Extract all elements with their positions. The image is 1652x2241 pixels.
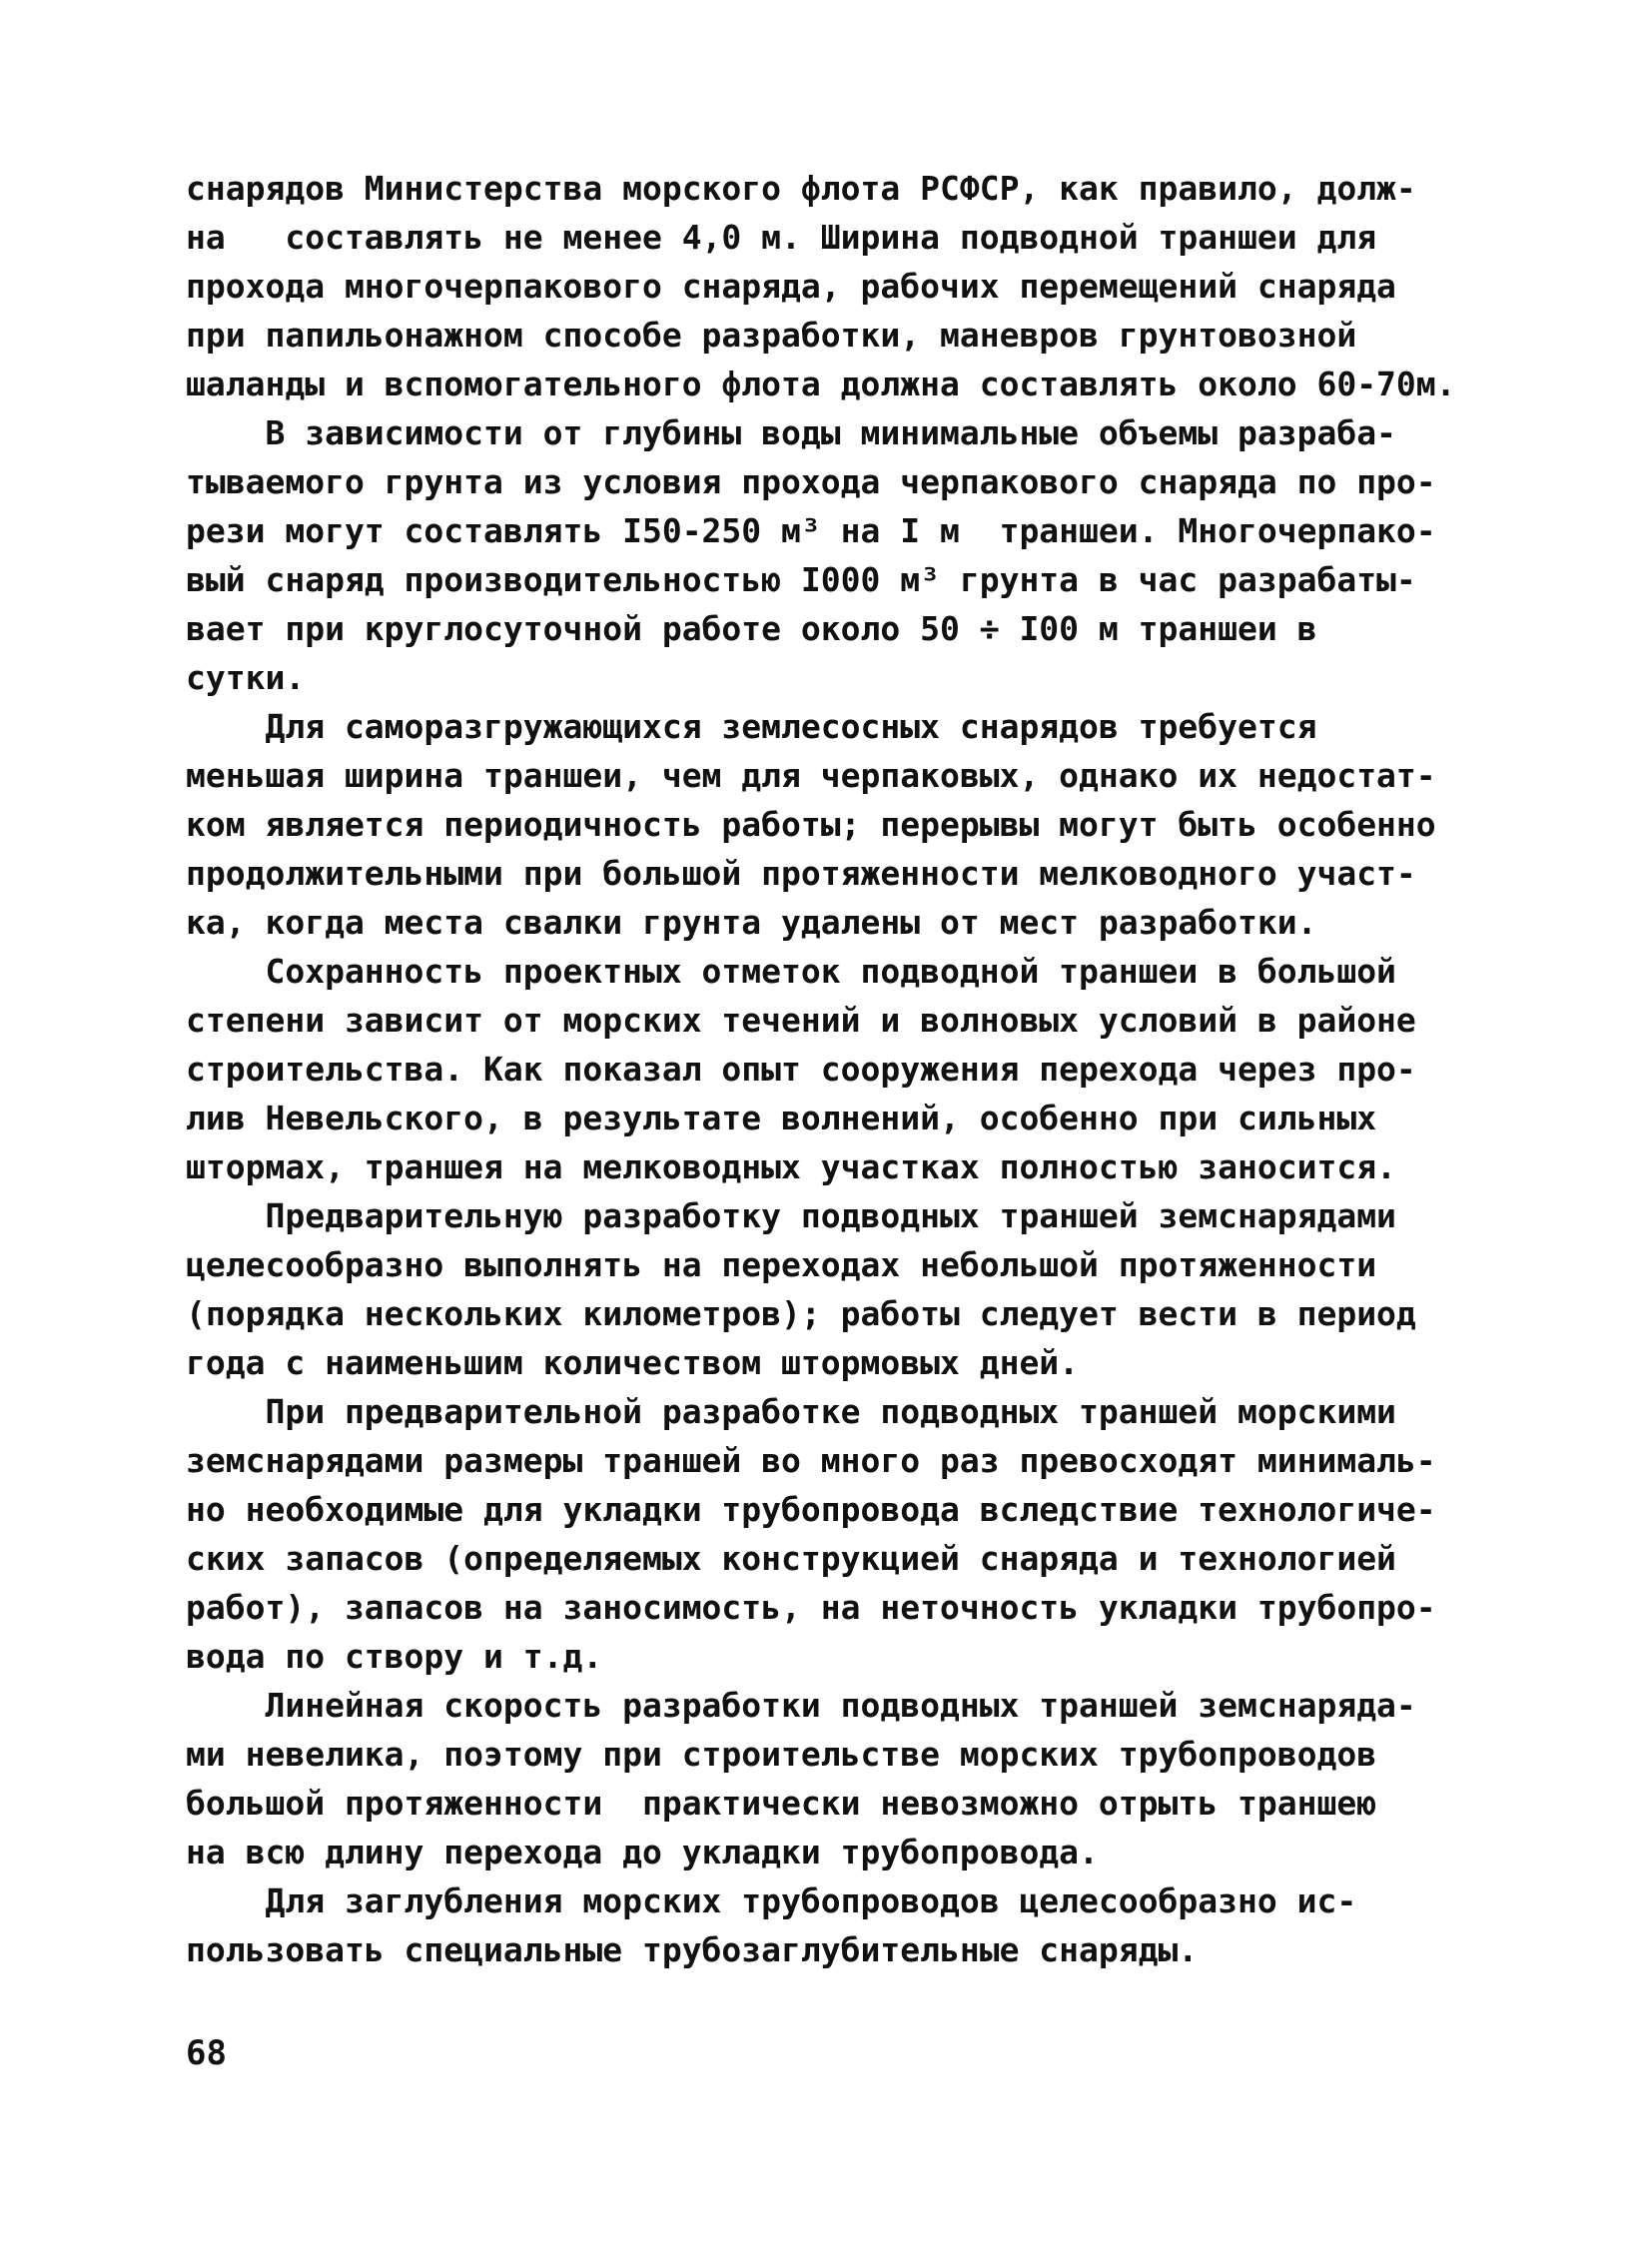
text-line: При предварительной разработке подводных траншей морскими [186,1392,1396,1431]
text-line: на всю длину перехода до укладки трубопровода. [186,1833,1099,1871]
text-line: Для саморазгружающихся землесосных снарядов требуется [186,707,1317,746]
text-line: Сохранность проектных отметок подводной траншеи в большой [186,952,1396,991]
text-line: прохода многочерпакового снаряда, рабочих перемещений снаряда [186,267,1396,306]
text-line: ком является периодичность работы; перерывы могут быть особенно [186,805,1436,844]
text-line: (порядка нескольких километров); работы следует вести в период [186,1294,1416,1333]
text-line: но необходимые для укладки трубопровода вследствие технологиче- [186,1490,1436,1529]
text-line: ских запасов (определяемых конструкцией снаряда и технологией [186,1539,1396,1578]
text-line: лив Невельского, в результате волнений, особенно при сильных [186,1099,1377,1137]
text-line: рези могут составлять I50-250 м³ на I м траншеи. Многочерпако- [186,511,1436,550]
text-line: тываемого грунта из условия прохода черпакового снаряда по про- [186,462,1436,501]
text-line: шаланды и вспомогательного флота должна составлять около 60-70м. [186,365,1456,403]
text-line: Предварительную разработку подводных траншей земснарядами [186,1196,1396,1235]
text-line: В зависимости от глубины воды минимальные объемы разраба- [186,413,1396,452]
text-line: Линейная скорость разработки подводных траншей земснаряда- [186,1686,1416,1725]
page-number: 68 [186,2033,227,2073]
text-line: на составлять не менее 4,0 м. Ширина подводной траншеи для [186,218,1377,257]
text-line: большой протяженности практически невозможно отрыть траншею [186,1784,1377,1823]
text-line: строительства. Как показал опыт сооружения перехода через про- [186,1050,1416,1089]
text-line: сутки. [186,658,306,697]
text-line: штормах, траншея на мелководных участках полностью заносится. [186,1147,1396,1186]
text-line: пользовать специальные трубозаглубительные снаряды. [186,1930,1199,1969]
text-line: работ), запасов на заносимость, на неточность укладки трубопро- [186,1588,1436,1627]
text-line: при папильонажном способе разработки, маневров грунтовозной [186,316,1357,355]
text-line: меньшая ширина траншеи, чем для черпаковых, однако их недостат- [186,756,1436,795]
text-line: вода по створу и т.д. [186,1637,603,1676]
text-line: Для заглубления морских трубопроводов целесообразно ис- [186,1881,1357,1920]
text-line: земснарядами размеры траншей во много раз превосходят минималь- [186,1441,1436,1480]
text-line: ми невелика, поэтому при строительстве морских трубопроводов [186,1735,1377,1774]
text-line: продолжительными при большой протяженности мелководного участ- [186,854,1416,893]
text-line: снарядов Министерства морского флота РСФСР, как правило, долж- [186,169,1416,208]
text-line: вый снаряд производительностью I000 м³ грунта в час разрабаты- [186,560,1416,599]
body-text [186,164,1484,1974]
text-line: вает при круглосуточной работе около 50 ÷ I00 м траншеи в [186,609,1317,648]
text-line: целесообразно выполнять на переходах небольшой протяженности [186,1245,1377,1284]
text-line: ка, когда места свалки грунта удалены от мест разработки. [186,903,1317,942]
text-line: степени зависит от морских течений и волновых условий в районе [186,1001,1416,1040]
text-line: года с наименьшим количеством штормовых дней. [186,1343,1080,1382]
